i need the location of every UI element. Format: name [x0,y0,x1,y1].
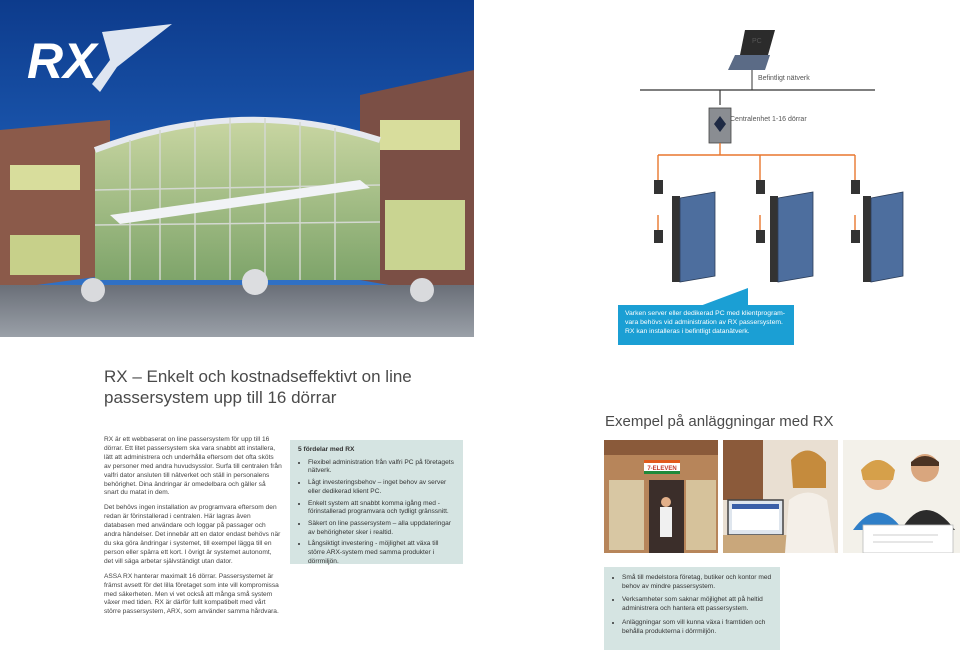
central-unit-label: Centralenhet 1-16 dörrar [730,116,807,123]
paragraph: Det behövs ingen installation av programvara eftersom den redan är förinstallerad i centralen. Här lagras även databasen med användare och loggar på passager och andra händelser. Det innebär att en dator endast behövs när du ska göra ändringar i systemet, till exempel lägga till en person eller spärra ett kort. I övrigt är systemet autonomt, det vill säga arbetar självständigt utan dator. [104,504,281,565]
network-diagram [620,20,960,310]
list-item: • Långsiktigt investering - möjlighet att växa till större ARX-system med samma produkter i dörrmiljön. [308,540,455,566]
info-callout: Varken server eller dedikerad PC med klientprogram- vara behövs vid administration av RX passersystem. RX kan installeras i befintligt datanätverk. [618,305,794,345]
callout-pointer [700,288,748,306]
list-item: • Säkert on line passersystem – alla uppdateringar av behörigheter sker i realtid. [308,520,455,537]
meeting-photo [843,440,960,553]
advantages-box [290,440,463,564]
examples-title: Exempel på anläggningar med RX [605,413,834,430]
advantages-title: 5 fördelar med RX [298,446,355,453]
svg-text:7-ELEVEN: 7-ELEVEN [647,466,677,472]
examples-box [604,567,780,650]
paragraph: RX är ett webbaserat on line passersystem för upp till 16 dörrar. Ett litet passersystem ska vara snabbt att installera, lätt att administrera och underhålla eftersom det ofta sköts av personer med andra huvudsysslor. Surfa till centralen från valfri dator ansluten till nätverket och ställ in personalens behörighet. Dina ändringar är omedelbara och gäller så snart du matat in dem. [104,436,282,497]
network-label: Befintligt nätverk [758,75,810,82]
list-item: • Lågt investeringsbehov – inget behov av server eller dedikerad klient PC. [308,479,455,496]
door-icon [672,192,715,282]
list-item: • Verksamheter som saknar möjlighet att på heltid administrera och hantera ett passersystem. [622,596,772,613]
body-text [104,436,282,623]
rx-logo [22,22,172,92]
paragraph: ASSA RX hanterar maximalt 16 dörrar. Passersystemet är främst avsett för det lilla företaget som inte vill kompromissa med säkerheten. Men vi vet också att många små system växer med tiden. RX är därför fullt kompatibelt med vårt större passersystem, ARX, som använder samma hårdvara. [104,572,279,616]
page-title: RX – Enkelt och kostnadseffektivt on line passersystem upp till 16 dörrar [104,367,412,407]
door-icon [770,192,813,282]
list-item: • Små till medelstora företag, butiker och kontor med behov av mindre passersystem. [622,574,772,591]
door-icon [863,192,903,282]
office-photo [723,440,838,553]
svg-text:RX: RX [27,33,97,89]
pc-label: PC [752,38,762,45]
building-photo [0,0,474,337]
list-item: • Enkelt system att snabbt komma igång med - förinstallerad programvara och tydligt gränssnitt. [308,500,455,517]
list-item: • Anläggningar som vill kunna växa i framtiden och behålla produkterna i dörrmiljön. [622,619,772,636]
store-photo [604,440,718,553]
list-item: • Flexibel administration från valfri PC på företagets nätverk. [308,459,455,476]
